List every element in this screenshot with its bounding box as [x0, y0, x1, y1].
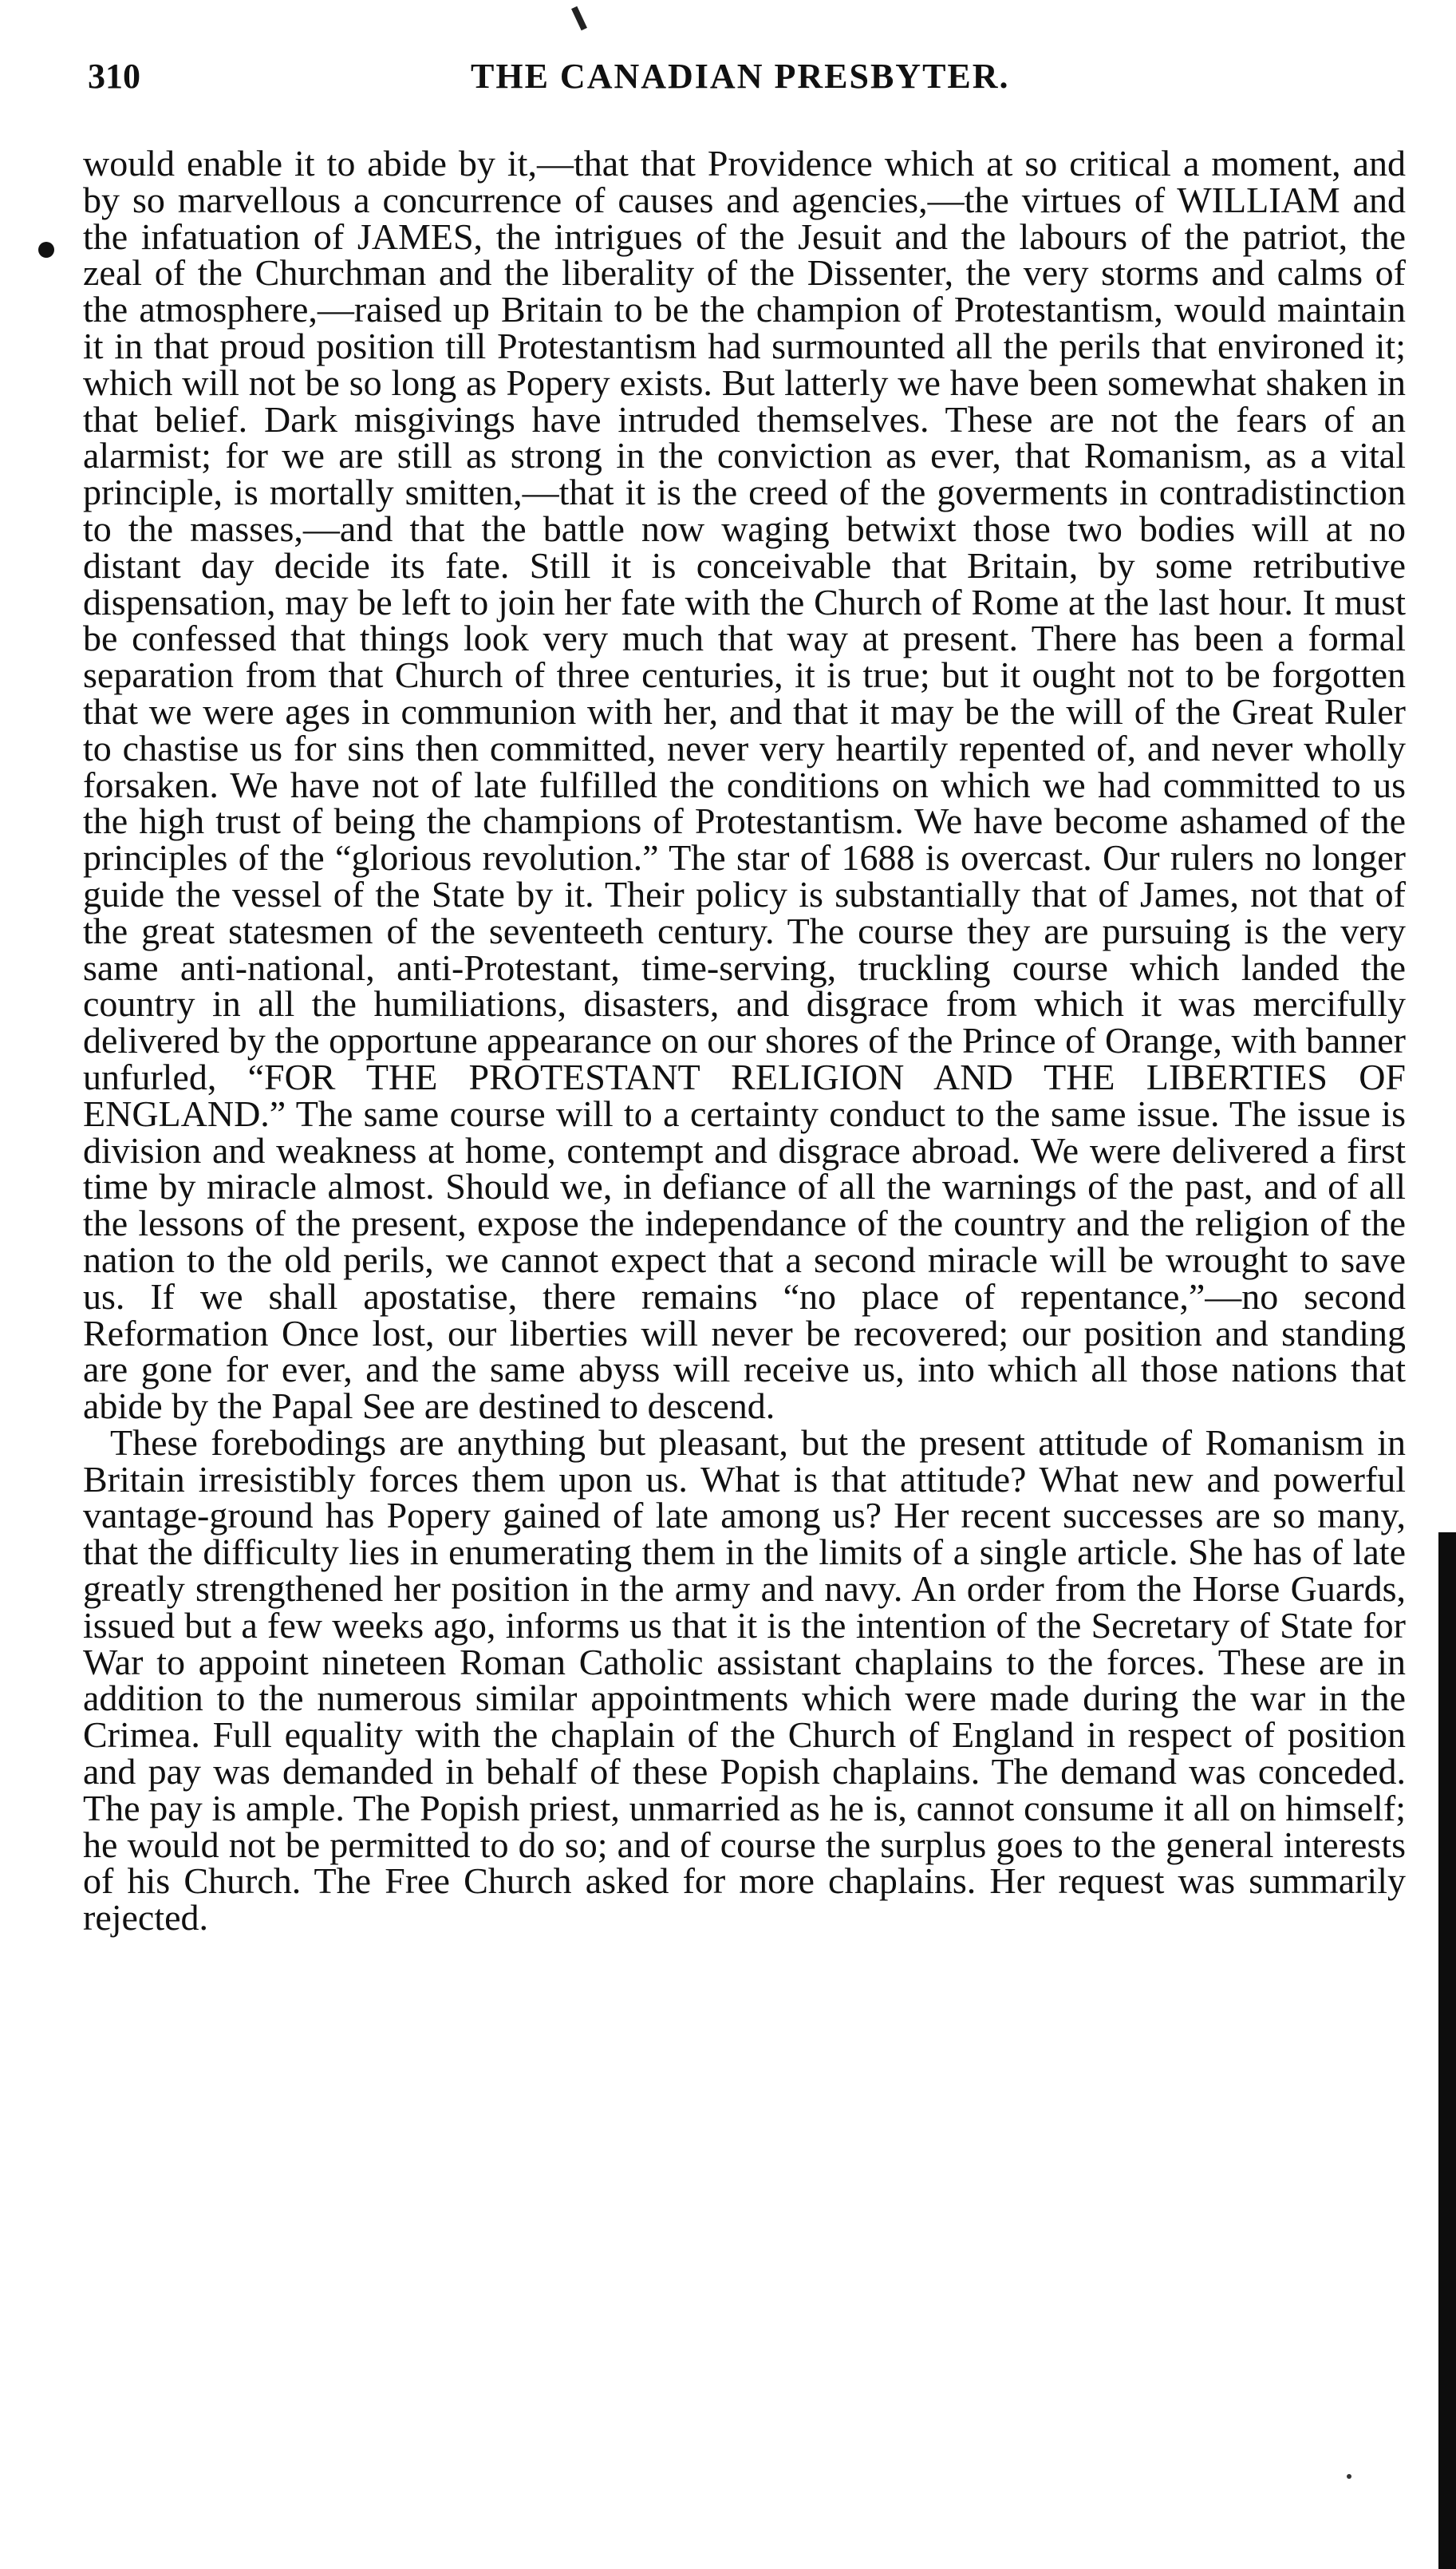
ink-speck	[1347, 2474, 1351, 2479]
article-body	[83, 143, 1406, 1939]
ink-blot	[38, 242, 54, 258]
page-edge-shadow	[1438, 1532, 1456, 2569]
page-number: 310	[88, 57, 140, 96]
page-header	[88, 56, 1408, 112]
ink-mark	[571, 6, 587, 31]
running-head: THE CANADIAN PRESBYTER.	[471, 57, 1010, 96]
paragraph: These forebodings are anything but pleasant, but the present attitude of Romanism in Britain irresistibly forces them upon us. What is that attitude? What new and powerful vantage-ground has Popery gained of late among us? Her recent successes are so many, that the difficulty lies in enumerating them in the limits of a single article. She has of late greatly strengthened her position in the army and navy. An order from the Horse Guards, issued but a few weeks ago, informs us that it is the intention of the Secretary of State for War to appoint nineteen Roman Catholic assistant chaplains to the forces. These are in addition to the numerous similar appointments which were made during the war in the Crimea. Full equality with the chaplain of the Church of England in respect of position and pay was demanded in behalf of these Popish chaplains. The demand was conceded. The pay is ample. The Popish priest, unmarried as he is, cannot consume it all on himself; he would not be permitted to do so; and of course the surplus goes to the general interests of his Church. The Free Church asked for more chaplains. Her request was summarily rejected.	[83, 1421, 1406, 1939]
paragraph: would enable it to abide by it,—that that Providence which at so critical a moment, and by so marvellous a concurrence of causes and agencies,—the virtues of WILLIAM and the infatuation of JAMES, the intrigues of the Jesuit and the labours of the patriot, the zeal of the Churchman and the liberality of the Dissenter, the very storms and calms of the atmosphere,—raised up Britain to be the champion of Protestantism, would maintain it in that proud position till Protestantism had surmounted all the perils that environed it; which will not be so long as Popery exists. But latterly we have been somewhat shaken in that belief. Dark misgivings have intruded themselves. These are not the fears of an alarmist; for we are still as strong in the conviction as ever, that Romanism, as a vital principle, is mortally smitten,—that it is the creed of the goverments in contradistinction to the masses,—and that the battle now waging betwixt those two bodies will at no distant day decide its fate. Still it is conceivable that Britain, by some retributive dispensation, may be left to join her fate with the Church of Rome at the last hour. It must be confessed that things look very much that way at present. There has been a formal separation from that Church of three centuries, it is true; but it ought not to be forgotten that we were ages in communion with her, and that it may be the will of the Great Ruler to chastise us for sins then committed, never very heartily repented of, and never wholly forsaken. We have not of late fulfilled the conditions on which we had committed to us the high trust of being the champions of Protestantism. We have become ashamed of the principles of the “glorious revolution.” The star of 1688 is overcast. Our rulers no longer guide the vessel of the State by it. Their policy is substantially that of James, not that of the great statesmen of the seventeeth century. The course they are pursuing is the very same anti-national, anti-Protestant, time-serving, truckling course which landed the country in all the humiliations, disasters, and disgrace from which it was mercifully delivered by the opportune appearance on our shores of the Prince of Orange, with banner unfurled, “FOR THE PROTESTANT RELIGION AND THE LIBERTIES OF ENGLAND.” The same course will to a certainty conduct to the same issue. The issue is division and weakness at home, contempt and disgrace abroad. We were delivered a first time by miracle almost. Should we, in defiance of all the warnings of the past, and of all the lessons of the present, expose the independance of the country and the religion of the nation to the old perils, we cannot expect that a second miracle will be wrought to save us. If we shall apostatise, there remains “no place of repentance,”—no second Reformation Once lost, our liberties will never be recovered; our position and standing are gone for ever, and the same abyss will receive us, into which all those nations that abide by the Papal See are destined to descend.	[83, 143, 1406, 1427]
